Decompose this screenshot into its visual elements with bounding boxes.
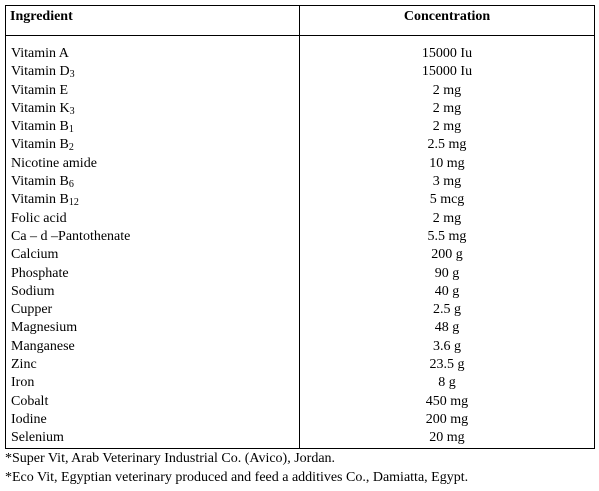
- ingredient-name-text: Selenium: [11, 430, 64, 446]
- concentration-value: 2 mg: [432, 82, 462, 98]
- concentration-value: 5 mcg: [429, 192, 465, 208]
- ingredient-name: [11, 173, 299, 191]
- ingredient-name-text: Iodine: [11, 411, 47, 427]
- table-header-row: [6, 6, 595, 36]
- concentration-value: 20 mg: [429, 430, 465, 446]
- concentration-value: 2 mg: [432, 119, 462, 135]
- ingredient-name-text: Cobalt: [11, 393, 49, 409]
- concentration-value: 40 g: [434, 283, 460, 299]
- ingredient-name-text: Iron: [11, 375, 35, 391]
- concentration-value: 8 g: [438, 375, 456, 391]
- ingredient-name-text: Cupper: [11, 302, 53, 318]
- ingredient-name: [11, 283, 299, 301]
- ingredient-name: [11, 374, 299, 392]
- ingredient-name-text: Vitamin B: [11, 137, 69, 153]
- ingredient-name-text: Calcium: [11, 247, 59, 263]
- concentration-values-cell: [300, 36, 595, 449]
- ingredient-name-text: Vitamin B: [11, 192, 69, 208]
- ingredient-name: [11, 411, 299, 429]
- ingredient-name: [11, 393, 299, 411]
- ingredient-name-text: Vitamin K: [11, 100, 70, 116]
- ingredient-name: [11, 319, 299, 337]
- ingredient-name: [11, 338, 299, 356]
- ingredient-name: [11, 63, 299, 81]
- ingredient-subscript: 3: [69, 69, 75, 81]
- concentration-value: 3.6 g: [433, 338, 461, 354]
- ingredient-name: [11, 246, 299, 264]
- ingredient-subscript: 2: [68, 142, 74, 154]
- ingredient-name: [11, 118, 299, 136]
- ingredient-name: [11, 210, 299, 228]
- ingredient-name: [11, 136, 299, 154]
- ingredient-name-text: Phosphate: [11, 265, 69, 281]
- concentration-value: 15000 Iu: [421, 64, 473, 80]
- ingredient-name-text: Ca – d –Pantothenate: [11, 228, 131, 244]
- ingredient-name-text: Vitamin A: [11, 46, 69, 61]
- ingredient-name: [11, 82, 299, 100]
- concentration-value: 200 g: [431, 247, 463, 263]
- concentration-value: 450 mg: [425, 393, 469, 409]
- header-ingredient: Ingredient: [6, 6, 300, 36]
- ingredient-name: [11, 301, 299, 319]
- concentration-value: 15000 Iu: [421, 46, 473, 61]
- ingredient-table: [5, 5, 595, 449]
- ingredient-name: [11, 265, 299, 283]
- ingredient-name-text: Sodium: [11, 283, 55, 299]
- ingredient-name: [11, 155, 299, 173]
- ingredient-subscript: 6: [68, 179, 74, 191]
- ingredient-name-text: Nicotine amide: [11, 155, 97, 171]
- ingredient-subscript: 12: [68, 197, 79, 209]
- concentration-value: 200 mg: [425, 411, 469, 427]
- ingredient-name-text: Zinc: [11, 357, 37, 373]
- ingredient-name-text: Vitamin B: [11, 119, 69, 135]
- ingredient-name: [11, 100, 299, 118]
- ingredient-name: [11, 356, 299, 374]
- ingredient-name-text: Vitamin B: [11, 174, 69, 190]
- ingredient-name-text: Manganese: [11, 338, 75, 354]
- ingredient-name: [11, 191, 299, 209]
- ingredient-subscript: 1: [68, 124, 74, 136]
- ingredient-names-cell: [6, 36, 300, 449]
- concentration-value: 2.5 g: [433, 302, 461, 318]
- concentration-value: 48 g: [434, 320, 460, 336]
- ingredient-name-text: Vitamin E: [11, 82, 69, 98]
- ingredient-name: [11, 228, 299, 246]
- ingredient-name: [11, 429, 299, 447]
- table-body-row: [6, 36, 595, 449]
- document: [5, 5, 594, 487]
- concentration-value: 23.5 g: [429, 357, 465, 373]
- concentration-value: 2 mg: [432, 210, 462, 226]
- concentration-value: 2 mg: [432, 100, 462, 116]
- footnotes: [5, 449, 594, 487]
- footnote: *Eco Vit, Egyptian veterinary produced and feed a additives Co., Damiatta, Egypt.: [5, 469, 469, 485]
- concentration-value: 10 mg: [429, 155, 465, 171]
- concentration-value: 2.5 mg: [427, 137, 467, 153]
- header-concentration: Concentration: [300, 6, 595, 36]
- concentration-value: 3 mg: [432, 174, 462, 190]
- concentration-value: 90 g: [434, 265, 460, 281]
- ingredient-name-text: Vitamin D: [11, 64, 70, 80]
- concentration-value: 5.5 mg: [427, 228, 467, 244]
- footnote: *Super Vit, Arab Veterinary Industrial Co. (Avico), Jordan.: [5, 450, 336, 466]
- ingredient-name-text: Magnesium: [11, 320, 78, 336]
- ingredient-name: [11, 45, 299, 63]
- ingredient-name-text: Folic acid: [11, 210, 67, 226]
- ingredient-subscript: 3: [69, 105, 75, 117]
